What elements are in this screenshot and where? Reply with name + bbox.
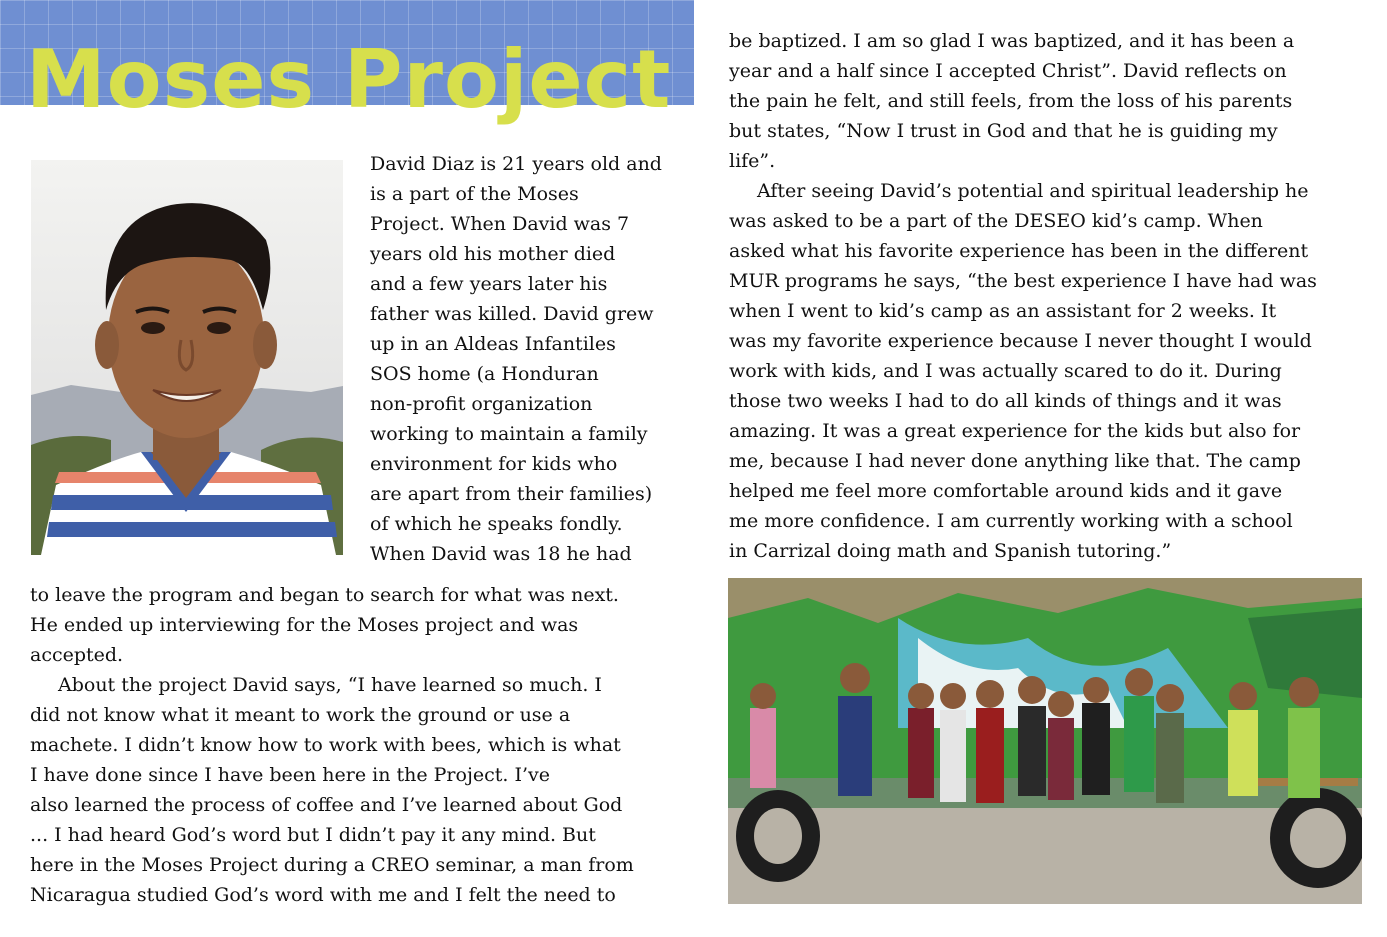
text-line: years old his mother died: [370, 243, 616, 265]
text-line: is a part of the Moses: [370, 183, 579, 205]
text-line: here in the Moses Project during a CREO seminar, a man from: [30, 854, 634, 876]
text-line: did not know what it meant to work the ground or use a: [30, 704, 571, 726]
text-line: He ended up interviewing for the Moses project and was: [30, 614, 579, 636]
text-line: amazing. It was a great experience for the kids but also for: [729, 420, 1301, 442]
text-line: but states, “Now I trust in God and that he is guiding my: [729, 120, 1278, 142]
text-line: father was killed. David grew: [370, 303, 654, 325]
text-line: was my favorite experience because I never thought I would: [729, 330, 1312, 352]
text-line: me more confidence. I am currently working with a school: [729, 510, 1293, 532]
text-line: I have done since I have been here in the Project. I’ve: [30, 764, 550, 786]
text-line: machete. I didn’t know how to work with bees, which is what: [30, 734, 621, 756]
text-line: helped me feel more comfortable around kids and it gave: [729, 480, 1283, 502]
text-line: was asked to be a part of the DESEO kid’s camp. When: [729, 210, 1263, 232]
text-line: After seeing David’s potential and spiritual leadership he: [757, 180, 1309, 202]
text-line: non-profit organization: [370, 393, 593, 415]
text-line: asked what his favorite experience has been in the different: [729, 240, 1309, 262]
text-line: up in an Aldeas Infantiles: [370, 333, 616, 355]
text-line: About the project David says, “I have learned so much. I: [58, 674, 602, 696]
text-line: and a few years later his: [370, 273, 608, 295]
text-line: when I went to kid’s camp as an assistant for 2 weeks. It: [729, 300, 1277, 322]
right-column-body: [729, 26, 1365, 566]
text-line: year and a half since I accepted Christ”. David reflects on: [729, 60, 1287, 82]
text-line: ... I had heard God’s word but I didn’t pay it any mind. But: [30, 824, 596, 846]
text-line: environment for kids who: [370, 453, 618, 475]
text-line: to leave the program and began to search for what was next.: [30, 584, 619, 606]
text-line: are apart from their families): [370, 483, 653, 505]
text-line: be baptized. I am so glad I was baptized, and it has been a: [729, 30, 1295, 52]
text-line: work with kids, and I was actually scared to do it. During: [729, 360, 1282, 382]
text-line: me, because I had never done anything like that. The camp: [729, 450, 1301, 472]
text-line: the pain he felt, and still feels, from the loss of his parents: [729, 90, 1293, 112]
text-line: When David was 18 he had: [370, 543, 632, 565]
portrait-photo: [31, 160, 343, 555]
text-line: working to maintain a family: [370, 423, 648, 445]
text-line: life”.: [729, 150, 776, 172]
text-line: SOS home (a Honduran: [370, 363, 599, 385]
text-line: of which he speaks fondly.: [370, 513, 623, 535]
text-line: David Diaz is 21 years old and: [370, 153, 662, 175]
text-line: MUR programs he says, “the best experience I have had was: [729, 270, 1317, 292]
left-column-body: [30, 580, 692, 910]
group-photo: [728, 578, 1362, 904]
text-line: Project. When David was 7: [370, 213, 630, 235]
text-line: Nicaragua studied God’s word with me and I felt the need to: [30, 884, 616, 906]
text-line: those two weeks I had to do all kinds of things and it was: [729, 390, 1282, 412]
text-line: in Carrizal doing math and Spanish tutoring.”: [729, 540, 1172, 562]
text-line: also learned the process of coffee and I’ve learned about God: [30, 794, 623, 816]
page-title: Moses Project: [26, 33, 672, 126]
text-line: accepted.: [30, 644, 124, 666]
intro-paragraph: [370, 149, 688, 569]
